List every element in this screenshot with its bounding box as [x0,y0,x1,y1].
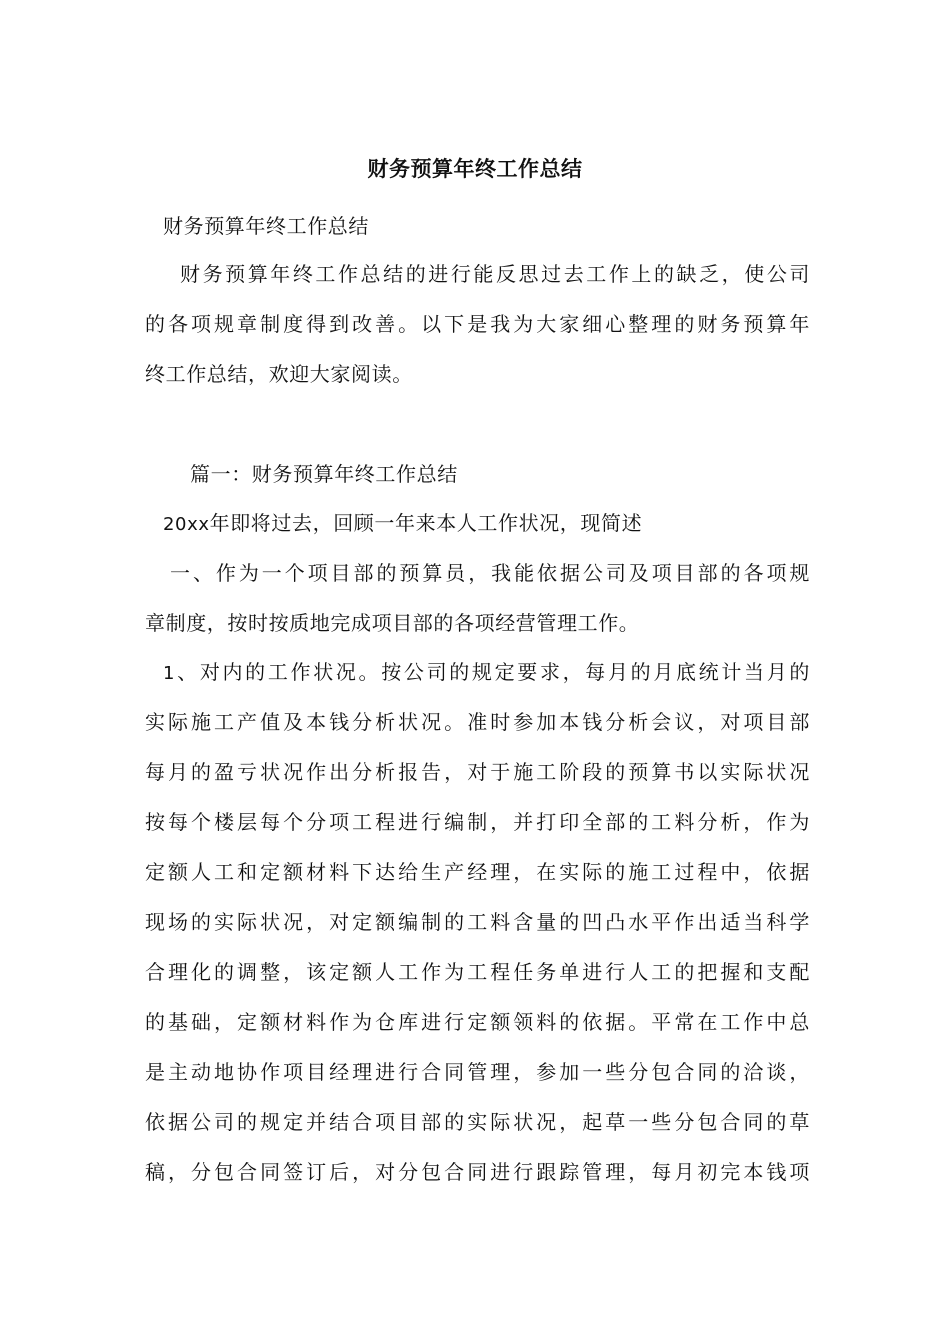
sub-item-line-9: 依据公司的规定并结合项目部的实际状况，起草一些分包合同的草 [145,1110,810,1134]
sub-item-line-5: 现场的实际状况，对定额编制的工料含量的凹凸水平作出适当科学 [145,910,810,934]
sub-item-line-6: 合理化的调整，该定额人工作为工程任务单进行人工的把握和支配 [145,960,810,984]
intro-line-1: 财务预算年终工作总结的进行能反思过去工作上的缺乏，使公司 [180,262,810,286]
sub-item-first-rest: 、对内的工作状况。按公司的规定要求，每月的月底统计当月的 [175,660,810,684]
year-line-rest: 年即将过去，回顾一年来本人工作状况，现简述 [209,511,643,535]
sub-item-line-1: 实际施工产值及本钱分析状况。准时参加本钱分析会议，对项目部 [145,710,810,734]
year-line-prefix: 20xx [163,514,210,535]
sub-item-line-3: 按每个楼层每个分项工程进行编制，并打印全部的工料分析，作为 [145,810,810,834]
sub-item-line-2: 每月的盈亏状况作出分析报告，对于施工阶段的预算书以实际状况 [145,760,810,784]
sub-item-line-10: 稿，分包合同签订后，对分包合同进行跟踪管理，每月初完本钱项 [145,1160,810,1184]
section-heading: 篇一：财务预算年终工作总结 [190,462,458,486]
sub-item-line-first [163,654,810,690]
item-one-line-1: 一、作为一个项目部的预算员，我能依据公司及项目部的各项规 [170,561,810,585]
sub-item-line-7: 的基础，定额材料作为仓库进行定额领料的依据。平常在工作中总 [145,1010,810,1034]
item-one-line-2: 章制度，按时按质地完成项目部的各项经营管理工作。 [145,611,640,635]
sub-item-line-4: 定额人工和定额材料下达给生产经理，在实际的施工过程中，依据 [145,860,810,884]
year-line [163,505,828,541]
sub-item-line-8: 是主动地协作项目经理进行合同管理，参加一些分包合同的洽谈， [145,1060,810,1084]
document-title: 财务预算年终工作总结 [367,156,583,181]
subtitle-line: 财务预算年终工作总结 [163,214,369,238]
sub-item-prefix: 1 [163,663,176,684]
intro-line-2: 的各项规章制度得到改善。以下是我为大家细心整理的财务预算年 [145,312,810,336]
intro-line-3: 终工作总结，欢迎大家阅读。 [145,362,413,386]
